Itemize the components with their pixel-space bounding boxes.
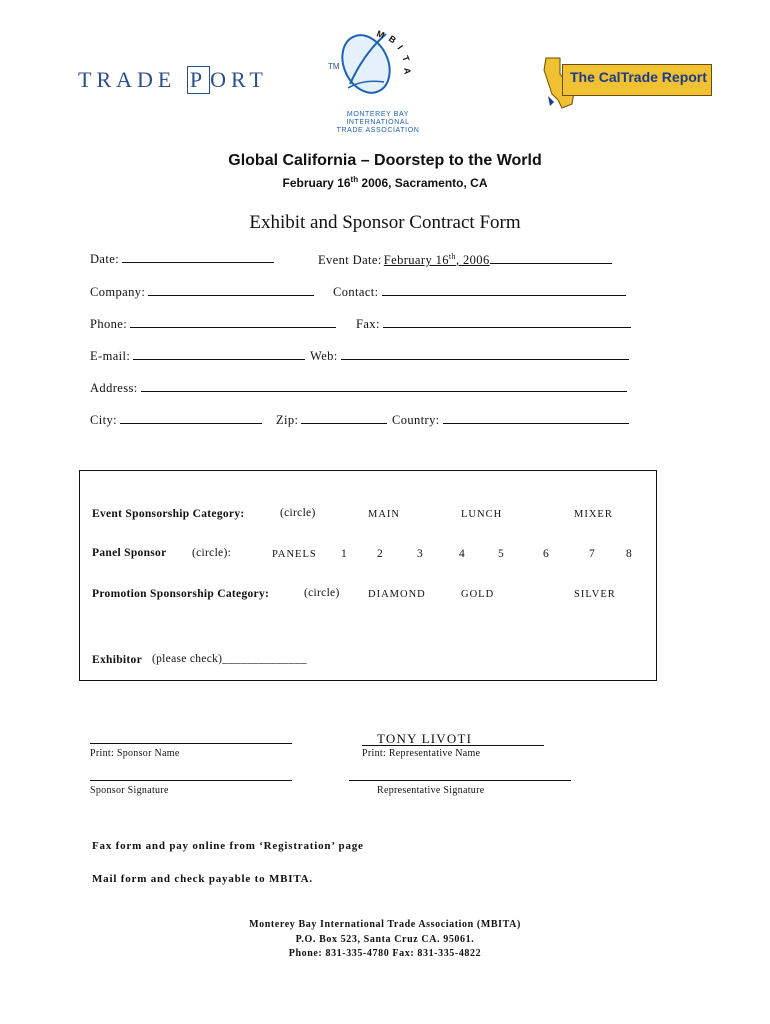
caltrade-text: The CalTrade Report <box>570 69 707 85</box>
option-gold[interactable]: GOLD <box>461 589 495 600</box>
rep-name-line <box>362 745 544 746</box>
tradeport-logo <box>78 62 340 106</box>
panel-number-8[interactable]: 8 <box>626 548 633 560</box>
date-field[interactable] <box>90 252 274 267</box>
city-input-line[interactable] <box>120 413 262 424</box>
web-field[interactable] <box>310 349 629 364</box>
panel-number-4[interactable]: 4 <box>459 548 466 560</box>
panel-number-7[interactable]: 7 <box>589 548 596 560</box>
tradeport-pre: TRADE <box>78 67 177 92</box>
address-field[interactable] <box>90 381 627 396</box>
form-title: Exhibit and Sponsor Contract Form <box>249 212 521 233</box>
email-input-line[interactable] <box>133 349 305 360</box>
option-main[interactable]: MAIN <box>368 509 400 520</box>
address-input-line[interactable] <box>141 381 627 392</box>
header-date: February 16 <box>282 176 351 190</box>
event-date-location <box>0 175 770 190</box>
country-field[interactable] <box>392 413 629 428</box>
event-date-label: Event Date: <box>318 253 382 268</box>
fax-label: Fax: <box>356 317 380 331</box>
panels-label: PANELS <box>272 549 317 560</box>
option-silver[interactable]: SILVER <box>574 589 616 600</box>
header-date-suffix: 2006, Sacramento, CA <box>358 176 488 190</box>
promo-circle-note: (circle) <box>304 587 340 599</box>
country-input-line[interactable] <box>443 413 629 424</box>
mbita-name-line: INTERNATIONAL <box>346 119 410 126</box>
event-date-year: , 2006 <box>455 253 490 268</box>
zip-label: Zip: <box>276 413 299 427</box>
panel-number-5[interactable]: 5 <box>498 548 505 560</box>
event-circle-note: (circle) <box>280 507 316 519</box>
panel-number-6[interactable]: 6 <box>543 548 550 560</box>
contact-label: Contact: <box>333 285 379 299</box>
date-label: Date: <box>90 252 120 266</box>
fax-field[interactable] <box>356 317 631 332</box>
caltrade-logo <box>540 56 712 110</box>
rep-signature-label: Representative Signature <box>377 785 485 796</box>
exhibitor-check-line[interactable]: (please check)______________ <box>152 653 307 665</box>
sponsor-name-line[interactable] <box>90 743 292 744</box>
mbita-letter: T <box>400 54 412 63</box>
email-field[interactable] <box>90 349 305 364</box>
rep-signature-line <box>349 780 571 781</box>
sponsor-name-label: Print: Sponsor Name <box>90 748 180 759</box>
phone-input-line[interactable] <box>130 317 336 328</box>
panel-number-2[interactable]: 2 <box>377 548 384 560</box>
fax-instructions: Fax form and pay online from ‘Registration’ page <box>92 840 364 852</box>
tradeport-logo-text <box>78 67 268 92</box>
option-lunch[interactable]: LUNCH <box>461 509 503 520</box>
option-diamond[interactable]: DIAMOND <box>368 589 426 600</box>
event-sponsorship-label: Event Sponsorship Category: <box>92 508 245 520</box>
panel-circle-note: (circle): <box>192 547 232 559</box>
promotion-sponsorship-label: Promotion Sponsorship Category: <box>92 588 270 600</box>
header-date-sup: th <box>350 175 359 184</box>
event-date-line <box>490 253 612 264</box>
sponsor-signature-label: Sponsor Signature <box>90 785 169 796</box>
panel-sponsor-label: Panel Sponsor <box>92 547 167 559</box>
event-date-value <box>384 253 490 267</box>
option-mixer[interactable]: MIXER <box>574 509 613 520</box>
tradeport-post: ORT <box>210 67 268 92</box>
panel-number-1[interactable]: 1 <box>341 548 348 560</box>
mbita-name-line: MONTEREY BAY <box>346 111 410 118</box>
event-title: Global California – Doorstep to the World <box>228 152 542 169</box>
company-field[interactable] <box>90 285 314 300</box>
event-date-field <box>318 252 612 268</box>
contact-input-line[interactable] <box>382 285 626 296</box>
panel-number-3[interactable]: 3 <box>417 548 424 560</box>
contact-field[interactable] <box>333 285 626 300</box>
date-input-line[interactable] <box>122 252 274 263</box>
mbita-letter: I <box>395 43 405 52</box>
mbita-name-line: TRADE ASSOCIATION <box>336 127 420 134</box>
rep-name-label: Print: Representative Name <box>362 748 481 759</box>
address-label: Address: <box>90 381 138 395</box>
city-label: City: <box>90 413 118 427</box>
footer-address: P.O. Box 523, Santa Cruz CA. 95061. <box>295 934 475 945</box>
tradeport-boxed-letter: P <box>187 66 210 94</box>
email-label: E-mail: <box>90 349 131 363</box>
sponsorship-box <box>79 470 657 681</box>
zip-field[interactable] <box>276 413 387 428</box>
fax-input-line[interactable] <box>383 317 631 328</box>
city-field[interactable] <box>90 413 262 428</box>
company-input-line[interactable] <box>148 285 314 296</box>
footer-org: Monterey Bay International Trade Association (MBITA) <box>249 919 521 930</box>
mbita-letter: A <box>402 67 413 75</box>
country-label: Country: <box>392 413 440 427</box>
mbita-leaf-icon <box>328 22 428 102</box>
phone-field[interactable] <box>90 317 336 332</box>
mbita-letter: B <box>386 33 398 46</box>
exhibitor-label: Exhibitor <box>92 654 142 666</box>
footer-phone-fax: Phone: 831-335-4780 Fax: 831-335-4822 <box>288 948 482 959</box>
mbita-letter: M <box>375 28 386 41</box>
phone-label: Phone: <box>90 317 128 331</box>
mbita-logo <box>328 22 428 132</box>
event-date-day: February 16 <box>383 253 449 268</box>
mail-instructions: Mail form and check payable to MBITA. <box>92 873 313 885</box>
web-label: Web: <box>310 349 338 363</box>
zip-input-line[interactable] <box>301 413 387 424</box>
tradeport-tm: TM <box>328 62 340 71</box>
event-date-sup: th <box>448 252 456 261</box>
company-label: Company: <box>90 285 146 299</box>
rep-name-value: TONY LIVOTI <box>377 731 473 746</box>
web-input-line[interactable] <box>341 349 629 360</box>
sponsor-signature-line[interactable] <box>90 780 292 781</box>
